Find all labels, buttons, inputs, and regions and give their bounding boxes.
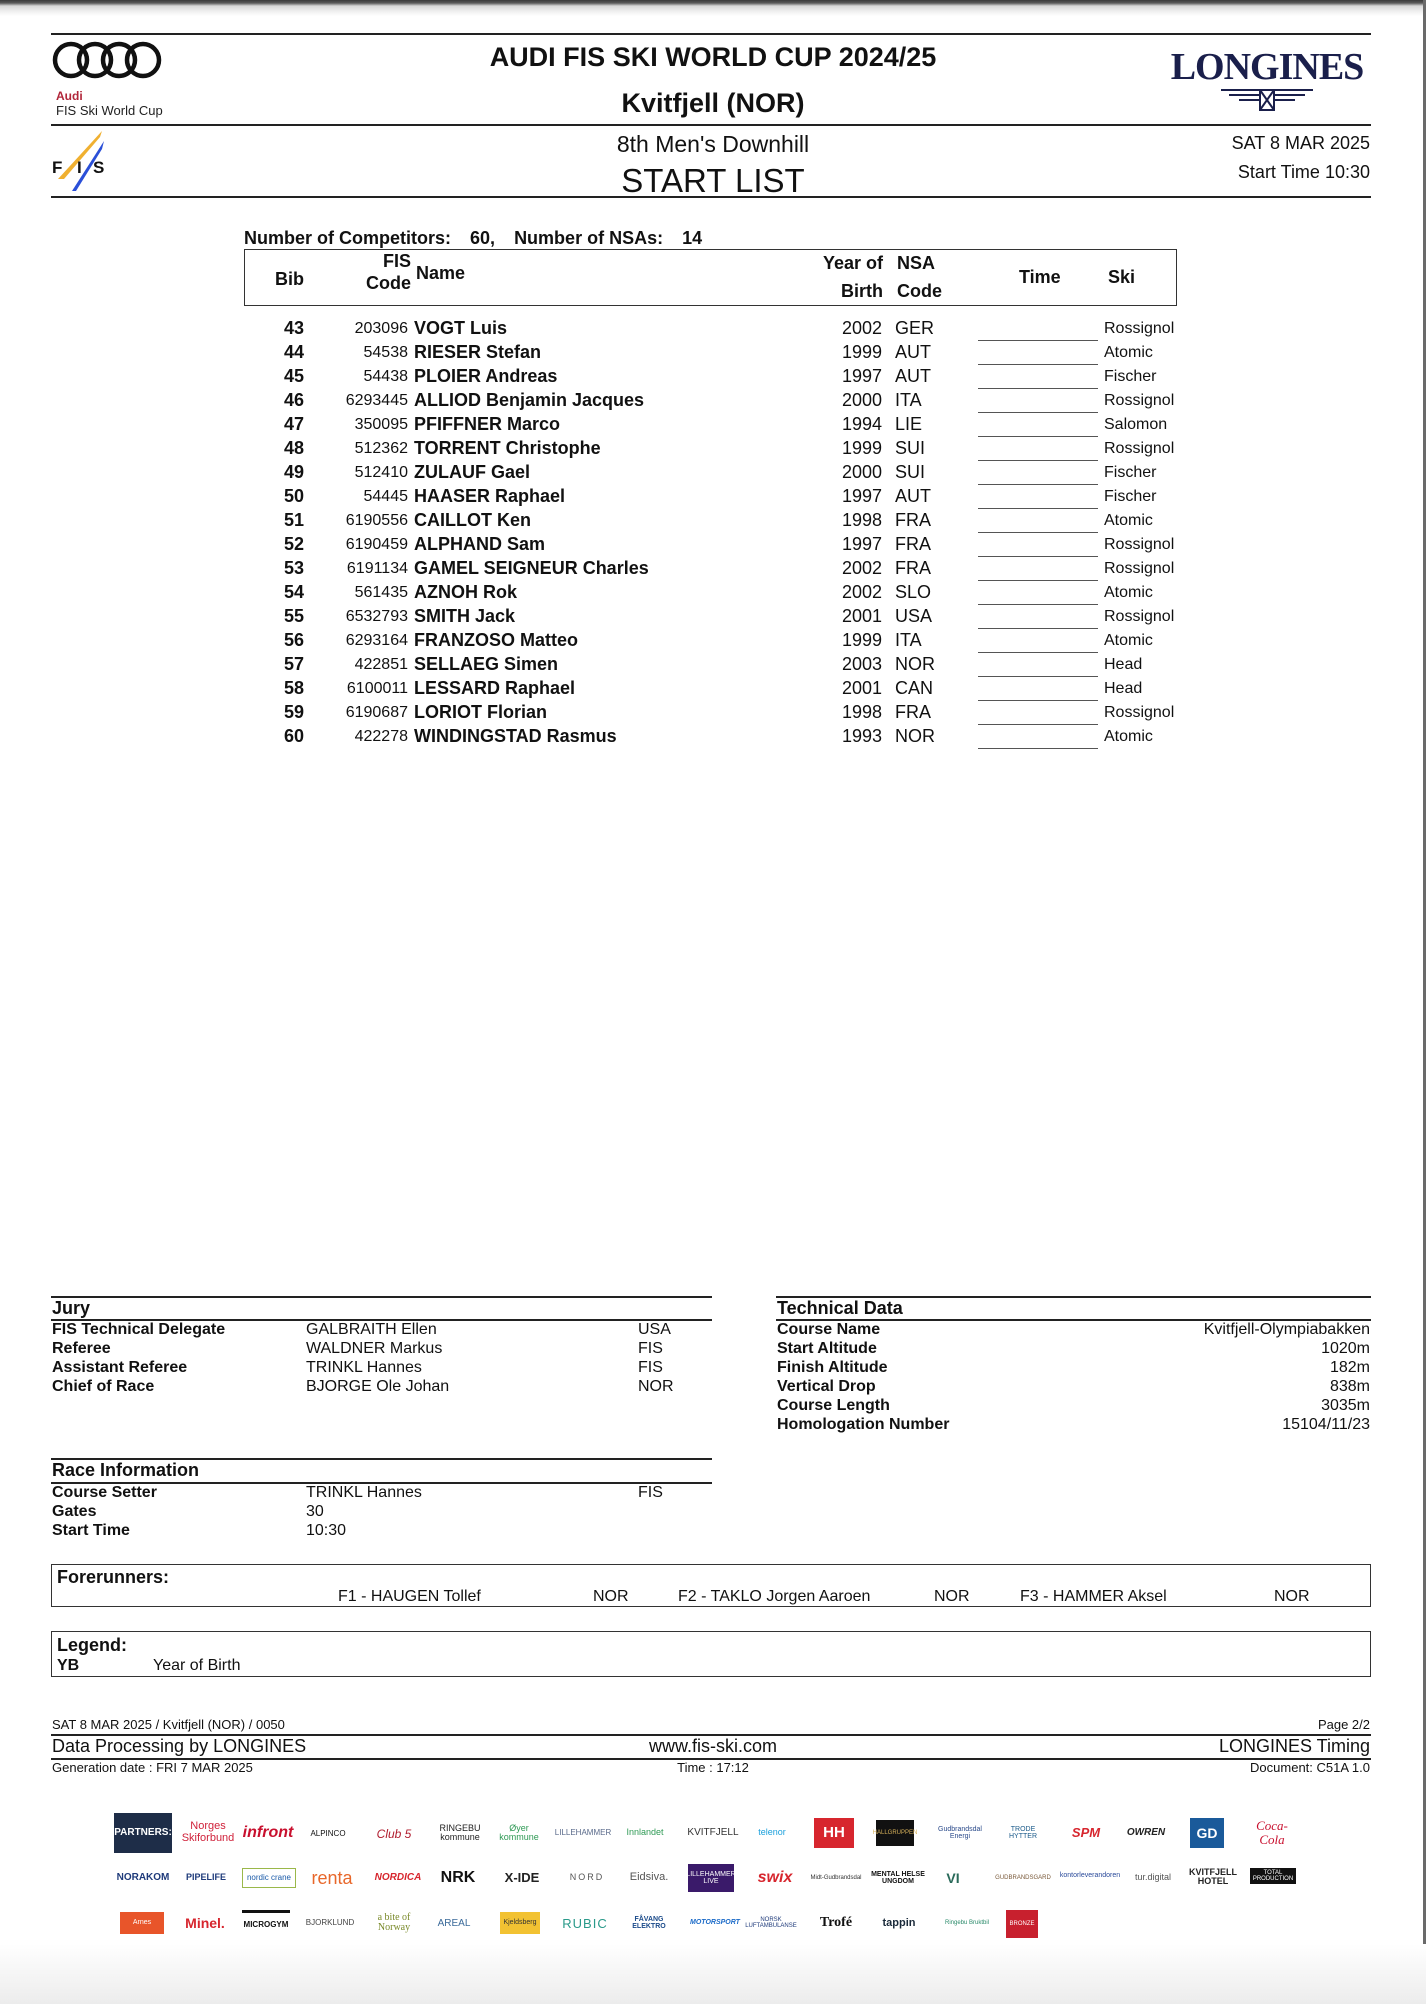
table-row xyxy=(244,438,1204,462)
partner-logo: X-IDE xyxy=(504,1870,540,1886)
window-top-bar xyxy=(0,0,1426,16)
bib: 57 xyxy=(283,654,304,674)
fis-code: 203096 xyxy=(354,320,408,337)
time-blank xyxy=(978,702,1098,725)
header-top-rule xyxy=(51,33,1371,35)
col-ski: Ski xyxy=(1108,267,1136,287)
ski-brand: Rossignol xyxy=(1104,608,1175,625)
birth-year: 2002 xyxy=(841,318,882,338)
partner-logo: NRK xyxy=(440,1868,476,1886)
bib: 48 xyxy=(283,438,304,458)
forerunner-name: F3 - HAMMER Aksel xyxy=(1020,1588,1167,1605)
time-blank xyxy=(978,462,1098,485)
birth-year: 1999 xyxy=(841,342,882,362)
technical-value: 838m xyxy=(1329,1378,1370,1395)
race-start-time: Start Time 10:30 xyxy=(1237,162,1370,182)
partner-logo: Gudbrandsdal Energi xyxy=(938,1825,982,1840)
partner-logo: Club 5 xyxy=(376,1826,412,1841)
jury-role: Assistant Referee xyxy=(52,1359,188,1376)
partner-logo: tur.digital xyxy=(1134,1872,1172,1883)
nsa-code: AUT xyxy=(895,366,931,386)
table-row xyxy=(244,318,1204,342)
event-name: 8th Men's Downhill xyxy=(616,131,810,157)
longines-logo xyxy=(1164,48,1370,117)
partner-logo: RINGEBU kommune xyxy=(439,1822,481,1842)
technical-label: Course Name xyxy=(777,1321,881,1338)
bib: 55 xyxy=(283,606,304,626)
partner-logo: HALLGRUPPEN xyxy=(876,1820,914,1846)
birth-year: 1999 xyxy=(841,438,882,458)
partner-logo: NORSK LUFTAMBULANSE xyxy=(745,1916,797,1929)
footer-website-link[interactable]: www.fis-ski.com xyxy=(648,1736,777,1756)
bib: 54 xyxy=(283,582,304,602)
technical-label: Homologation Number xyxy=(777,1416,950,1433)
athlete-name: FRANZOSO Matteo xyxy=(414,630,578,650)
nsa-code: FRA xyxy=(895,534,931,554)
nsa-code: ITA xyxy=(895,390,922,410)
time-blank xyxy=(978,558,1098,581)
nsa-code: FRA xyxy=(895,702,931,722)
venue-title: Kvitfjell (NOR) xyxy=(621,88,805,118)
bib: 59 xyxy=(283,702,304,722)
nsa-code: NOR xyxy=(895,726,935,746)
athlete-name: VOGT Luis xyxy=(414,318,508,338)
race-info-label: Course Setter xyxy=(52,1484,157,1501)
time-blank xyxy=(978,510,1098,533)
fis-code: 512410 xyxy=(354,464,408,481)
partner-logo: Eidsiva. xyxy=(629,1871,669,1884)
partner-logo: a bite of Norway xyxy=(377,1911,411,1933)
partner-logo: nordic crane xyxy=(242,1868,296,1888)
partner-logo: NORDICA xyxy=(374,1871,422,1883)
partner-logo: Ringebu Bruktbil xyxy=(944,1919,990,1926)
time-blank xyxy=(978,630,1098,653)
col-nsa-2: Code xyxy=(897,281,942,301)
birth-year: 2002 xyxy=(841,558,882,578)
footer-generation: Generation date : FRI 7 MAR 2025 xyxy=(52,1760,253,1775)
table-row xyxy=(244,630,1204,654)
athlete-name: HAASER Raphael xyxy=(414,486,566,506)
col-year-2: Birth xyxy=(841,281,883,301)
table-row xyxy=(244,654,1204,678)
list-type: START LIST xyxy=(621,162,805,199)
partner-logo: renta xyxy=(311,1867,353,1888)
svg-text:S: S xyxy=(93,158,105,177)
athlete-name: LORIOT Florian xyxy=(414,702,547,722)
audi-brand-text: Audi xyxy=(56,89,83,103)
partner-logo: Minel. xyxy=(185,1914,225,1931)
table-row xyxy=(244,678,1204,702)
fis-code: 6191134 xyxy=(346,560,408,577)
partner-logo: KVITFJELL xyxy=(687,1826,739,1838)
partner-logo: kontorleverandoren xyxy=(1059,1872,1121,1880)
athlete-name: ALLIOD Benjamin Jacques xyxy=(414,390,645,410)
legend-box xyxy=(51,1631,1371,1677)
time-blank xyxy=(978,582,1098,605)
fis-code: 6190459 xyxy=(345,536,408,553)
footer-doc-ref: SAT 8 MAR 2025 / Kvitfjell (NOR) / 0050 xyxy=(52,1717,285,1732)
col-fis-1: FIS xyxy=(382,251,411,271)
forerunners-title: Forerunners: xyxy=(57,1567,170,1587)
partner-logo: TOTAL PRODUCTION xyxy=(1250,1868,1296,1884)
page-title: AUDI FIS SKI WORLD CUP 2024/25 xyxy=(489,42,937,72)
partner-logo: Norges Skiforbund xyxy=(181,1820,235,1844)
jury-name: TRINKL Hannes xyxy=(306,1359,422,1376)
athlete-name: TORRENT Christophe xyxy=(414,438,601,458)
ski-brand: Atomic xyxy=(1104,344,1153,361)
partner-logo: swix xyxy=(757,1868,793,1886)
table-row xyxy=(244,558,1204,582)
birth-year: 2000 xyxy=(841,462,882,482)
forerunner-name: F1 - HAUGEN Tollef xyxy=(338,1588,481,1605)
ski-brand: Head xyxy=(1104,680,1143,697)
partner-logo: infront xyxy=(242,1823,294,1841)
bib: 45 xyxy=(283,366,304,386)
competitors-count: 60, xyxy=(470,228,496,248)
partner-logo: Midt-Gudbrandsdal xyxy=(810,1874,862,1881)
table-row xyxy=(244,726,1204,750)
partner-logo: FÅVANG ELEKTRO xyxy=(632,1915,666,1930)
partner-logo: RUBIC xyxy=(562,1916,608,1932)
race-info-value: 10:30 xyxy=(306,1522,347,1539)
table-row xyxy=(244,366,1204,390)
audi-series-text: FIS Ski World Cup xyxy=(56,103,163,118)
bib: 51 xyxy=(283,510,304,530)
birth-year: 1999 xyxy=(841,630,882,650)
bib: 44 xyxy=(283,342,304,362)
technical-label: Course Length xyxy=(777,1397,890,1414)
bib: 50 xyxy=(283,486,304,506)
bib: 52 xyxy=(283,534,304,554)
jury-name: BJORGE Ole Johan xyxy=(306,1378,450,1395)
nsas-count: 14 xyxy=(682,228,703,248)
time-blank xyxy=(978,678,1098,701)
bib: 46 xyxy=(283,390,304,410)
time-blank xyxy=(978,318,1098,341)
partner-logo: Coca-Cola xyxy=(1256,1818,1288,1847)
athlete-name: LESSARD Raphael xyxy=(414,678,576,698)
ski-brand: Atomic xyxy=(1104,632,1153,649)
bib: 60 xyxy=(283,726,304,746)
nsa-code: LIE xyxy=(895,414,923,434)
footer-document: Document: C51A 1.0 xyxy=(1250,1760,1370,1775)
bib: 49 xyxy=(283,462,304,482)
birth-year: 2000 xyxy=(841,390,882,410)
time-blank xyxy=(978,342,1098,365)
footer-processing: Data Processing by LONGINES xyxy=(52,1736,307,1756)
time-blank xyxy=(978,486,1098,509)
nsa-code: GER xyxy=(895,318,935,338)
technical-value: 182m xyxy=(1329,1359,1370,1376)
fis-code: 6190556 xyxy=(345,512,408,529)
partner-logo: Arnes xyxy=(120,1912,164,1934)
birth-year: 2002 xyxy=(841,582,882,602)
technical-value: 1020m xyxy=(1321,1340,1370,1357)
athlete-name: ALPHAND Sam xyxy=(414,534,546,554)
ski-brand: Head xyxy=(1104,656,1143,673)
athlete-name: AZNOH Rok xyxy=(414,582,517,602)
partner-logo: NORD xyxy=(569,1872,605,1883)
fis-code: 6100011 xyxy=(346,680,408,697)
competitor-summary xyxy=(244,228,702,249)
ski-brand: Atomic xyxy=(1104,512,1153,529)
athlete-name: PFIFFNER Marco xyxy=(414,414,561,434)
ski-brand: Rossignol xyxy=(1104,392,1175,409)
fis-code: 54445 xyxy=(363,488,408,505)
ski-brand: Fischer xyxy=(1104,464,1157,481)
jury-nsa: FIS xyxy=(638,1359,663,1376)
footer-time: Time : 17:12 xyxy=(677,1760,749,1775)
birth-year: 1998 xyxy=(841,510,882,530)
race-info-value: 30 xyxy=(306,1503,324,1520)
technical-value: 15104/11/23 xyxy=(1282,1416,1370,1433)
nsa-code: CAN xyxy=(895,678,934,698)
fis-code: 6190687 xyxy=(345,704,408,721)
athlete-name: PLOIER Andreas xyxy=(414,366,558,386)
fis-code: 561435 xyxy=(354,584,408,601)
page-bottom-fade xyxy=(0,1944,1426,2004)
jury-role: Chief of Race xyxy=(52,1378,155,1395)
athlete-name: SMITH Jack xyxy=(414,606,516,626)
partner-logo: MENTAL HELSE UNGDOM xyxy=(871,1870,925,1885)
footer-page: Page 2/2 xyxy=(1317,1717,1370,1732)
time-blank xyxy=(978,606,1098,629)
col-time: Time xyxy=(1019,267,1061,287)
jury-top-rule xyxy=(51,1296,712,1298)
forerunner-nsa: NOR xyxy=(593,1588,629,1605)
time-blank xyxy=(978,438,1098,461)
nsas-label: Number of NSAs: xyxy=(514,228,664,248)
forerunner-nsa: NOR xyxy=(1274,1588,1310,1605)
jury-name: WALDNER Markus xyxy=(306,1340,443,1357)
race-info-label: Start Time xyxy=(52,1522,130,1539)
table-row xyxy=(244,390,1204,414)
birth-year: 2001 xyxy=(841,606,882,626)
ski-brand: Atomic xyxy=(1104,584,1153,601)
legend-meaning: Year of Birth xyxy=(153,1657,241,1674)
bib: 43 xyxy=(283,318,304,338)
partner-logo: PIPELIFE xyxy=(185,1872,226,1883)
partner-logo: OWREN xyxy=(1126,1826,1166,1838)
fis-code: 422278 xyxy=(354,728,408,745)
athlete-name: WINDINGSTAD Rasmus xyxy=(414,726,617,746)
partner-logo: Øyer kommune xyxy=(499,1822,539,1842)
nsa-code: AUT xyxy=(895,486,931,506)
ski-brand: Fischer xyxy=(1104,368,1157,385)
athlete-name: RIESER Stefan xyxy=(414,342,542,362)
table-header xyxy=(244,249,1177,306)
nsa-code: USA xyxy=(895,606,933,626)
technical-title: Technical Data xyxy=(777,1298,903,1318)
table-row xyxy=(244,414,1204,438)
jury-nsa: NOR xyxy=(638,1378,674,1395)
partner-logo: BJORKLUND xyxy=(305,1917,355,1927)
technical-label: Vertical Drop xyxy=(777,1378,876,1395)
bib: 47 xyxy=(283,414,304,434)
partner-logo: tappin xyxy=(882,1917,916,1930)
svg-text:I: I xyxy=(77,158,82,177)
longines-wordmark: LONGINES xyxy=(1170,46,1364,88)
table-row xyxy=(244,486,1204,510)
athlete-name: GAMEL SEIGNEUR Charles xyxy=(414,558,649,578)
table-row xyxy=(244,534,1204,558)
table-row xyxy=(244,342,1204,366)
longines-wings-icon xyxy=(1217,86,1317,112)
time-blank xyxy=(978,534,1098,557)
ski-brand: Rossignol xyxy=(1104,560,1175,577)
fis-code: 6293164 xyxy=(345,632,408,649)
race-info-label: Gates xyxy=(52,1503,97,1520)
legend-abbr: YB xyxy=(57,1657,80,1674)
table-row xyxy=(244,462,1204,486)
partner-logo: MICROGYM xyxy=(242,1910,290,1937)
partner-logo: LILLEHAMMER xyxy=(554,1827,612,1837)
partner-logo: GD xyxy=(1190,1818,1224,1848)
fis-code: 350095 xyxy=(354,416,408,433)
ski-brand: Salomon xyxy=(1104,416,1168,433)
bib: 58 xyxy=(283,678,304,698)
table-row xyxy=(244,702,1204,726)
svg-text:F: F xyxy=(52,158,63,177)
ski-brand: Fischer xyxy=(1104,488,1157,505)
nsa-code: SUI xyxy=(895,438,926,458)
fis-code: 512362 xyxy=(354,440,408,457)
partner-logo: TRODE HYTTER xyxy=(1009,1825,1037,1840)
partner-logo: ALPINCO xyxy=(310,1828,346,1838)
birth-year: 1993 xyxy=(841,726,882,746)
partner-logo: GUDBRANDSGARD xyxy=(995,1874,1051,1881)
partner-logo: AREAL xyxy=(437,1917,471,1929)
partner-logo: NORAKOM xyxy=(116,1871,170,1883)
col-name: Name xyxy=(416,263,466,283)
bib: 56 xyxy=(283,630,304,650)
jury-role: Referee xyxy=(52,1340,111,1357)
nsa-code: NOR xyxy=(895,654,935,674)
birth-year: 1997 xyxy=(841,366,882,386)
nsa-code: ITA xyxy=(895,630,922,650)
technical-value: Kvitfjell-Olympiabakken xyxy=(1203,1321,1370,1338)
technical-label: Finish Altitude xyxy=(777,1359,888,1376)
technical-label: Start Altitude xyxy=(777,1340,877,1357)
nsa-code: AUT xyxy=(895,342,931,362)
fis-code: 54538 xyxy=(363,344,408,361)
partner-logo: Kjeldsberg xyxy=(500,1912,540,1934)
time-blank xyxy=(978,654,1098,677)
fis-code: 422851 xyxy=(354,656,408,673)
ski-brand: Rossignol xyxy=(1104,320,1175,337)
legend-title: Legend: xyxy=(57,1635,127,1655)
birth-year: 1997 xyxy=(841,534,882,554)
athlete-name: CAILLOT Ken xyxy=(414,510,531,530)
table-row xyxy=(244,606,1204,630)
col-year-1: Year of xyxy=(822,253,883,273)
partner-logo: KVITFJELL HOTEL xyxy=(1188,1866,1237,1886)
footer-timing: LONGINES Timing xyxy=(1218,1736,1370,1756)
jury-name: GALBRAITH Ellen xyxy=(306,1321,437,1338)
jury-nsa: FIS xyxy=(638,1340,663,1357)
forerunner-name: F2 - TAKLO Jorgen Aaroen xyxy=(678,1588,871,1605)
time-blank xyxy=(978,366,1098,389)
partner-logo: MOTORSPORT xyxy=(690,1919,740,1927)
technical-value: 3035m xyxy=(1321,1397,1370,1414)
ski-brand: Rossignol xyxy=(1104,704,1175,721)
partner-logo: LILLEHAMMER LIVE xyxy=(688,1864,734,1892)
race-info-value: TRINKL Hannes xyxy=(306,1484,422,1501)
nsa-code: SLO xyxy=(895,582,932,602)
race-info-nsa: FIS xyxy=(638,1484,663,1501)
nsa-code: SUI xyxy=(895,462,926,482)
col-bib: Bib xyxy=(275,269,304,289)
birth-year: 2001 xyxy=(841,678,882,698)
partner-logo: telenor xyxy=(758,1827,786,1838)
jury-nsa: USA xyxy=(638,1321,671,1338)
birth-year: 1998 xyxy=(841,702,882,722)
bib: 53 xyxy=(283,558,304,578)
nsa-code: FRA xyxy=(895,510,931,530)
time-blank xyxy=(978,726,1098,749)
partner-logo: Innlandet xyxy=(626,1827,664,1838)
fis-code: 6532793 xyxy=(345,608,408,625)
forerunners-box xyxy=(51,1564,1371,1607)
time-blank xyxy=(978,414,1098,437)
table-row xyxy=(244,582,1204,606)
jury-role: FIS Technical Delegate xyxy=(52,1321,226,1338)
race-date: SAT 8 MAR 2025 xyxy=(1231,133,1370,153)
ski-brand: Atomic xyxy=(1104,728,1153,745)
forerunner-nsa: NOR xyxy=(934,1588,970,1605)
partners-label: PARTNERS: xyxy=(114,1813,172,1853)
partner-logo: BRONZE xyxy=(1006,1910,1038,1938)
partner-logo: SPM xyxy=(1071,1825,1101,1841)
partner-logo: HH xyxy=(814,1818,854,1848)
fis-code: 54438 xyxy=(363,368,408,385)
athlete-name: ZULAUF Gael xyxy=(414,462,531,482)
ski-brand: Rossignol xyxy=(1104,536,1175,553)
col-nsa-1: NSA xyxy=(897,253,936,273)
birth-year: 1994 xyxy=(841,414,882,434)
table-row xyxy=(244,510,1204,534)
birth-year: 2003 xyxy=(841,654,882,674)
ski-brand: Rossignol xyxy=(1104,440,1175,457)
partner-logo: VI xyxy=(946,1869,960,1886)
nsa-code: FRA xyxy=(895,558,931,578)
time-blank xyxy=(978,390,1098,413)
birth-year: 1997 xyxy=(841,486,882,506)
athlete-name: SELLAEG Simen xyxy=(414,654,559,674)
partner-logo: Trofé xyxy=(819,1914,853,1930)
fis-code: 6293445 xyxy=(345,392,408,409)
header-mid-rule xyxy=(51,124,1371,126)
competitors-label: Number of Competitors: xyxy=(244,228,451,248)
col-fis-2: Code xyxy=(366,273,411,293)
jury-title: Jury xyxy=(52,1298,91,1318)
race-info-title: Race Information xyxy=(52,1460,200,1480)
